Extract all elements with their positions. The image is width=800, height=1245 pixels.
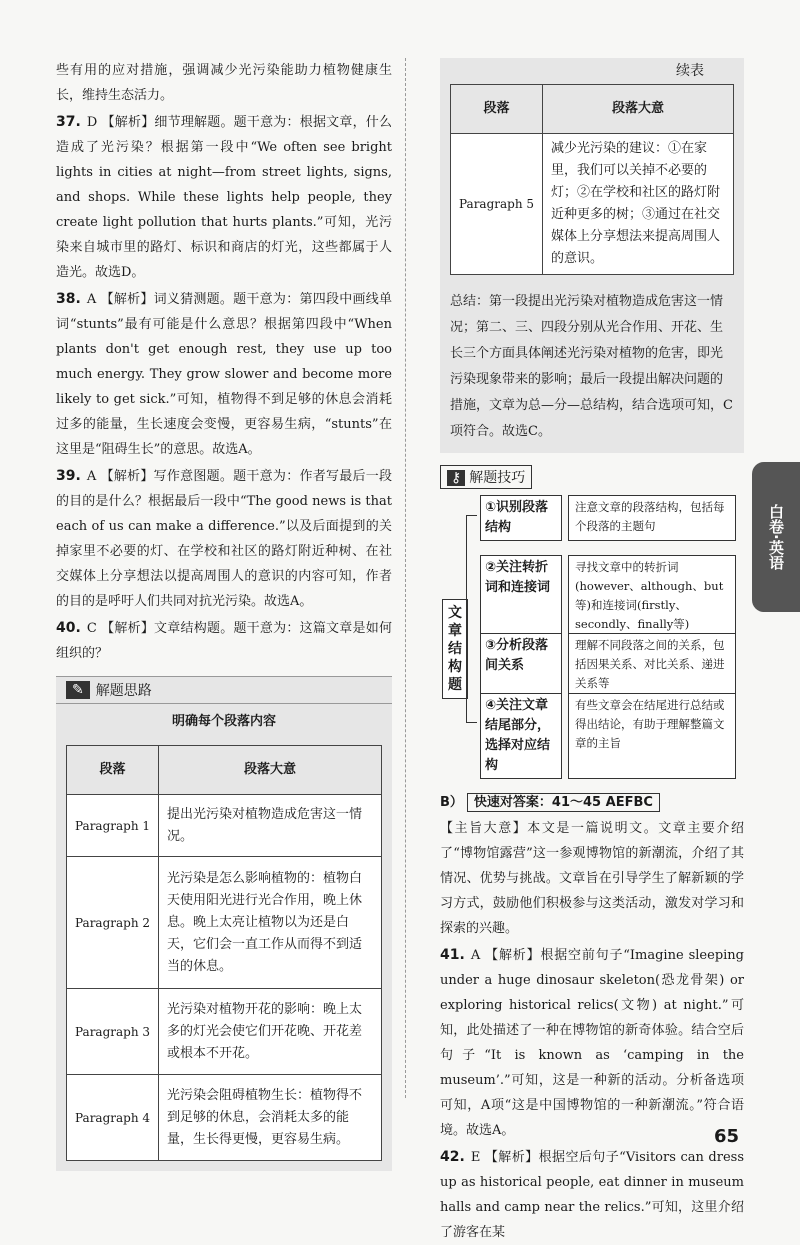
intro-text: 些有用的应对措施，强调减少光污染能助力植物健康生长，维持生态活力。: [56, 63, 392, 103]
summary-text: 总结：第一段提出光污染对植物造成危害这一情况；第二、三、四段分别从光合作用、开花、生长三个方面具体阐述光污染对植物的危害，即光污染现象带来的影响；最后一段提出解决问题的措施，文章为总—分—总结构，结合选项可知，C项符合。故选C。: [440, 285, 744, 453]
answer-41: [440, 943, 744, 1143]
table-header-row: [67, 746, 382, 795]
branch-title: ①识别段落结构: [480, 495, 562, 541]
branch-description: 寻找文章中的转折词(however、although、but等)和连接词(firstly、secondly、finally等): [568, 555, 736, 637]
continued-table-wrapper: [440, 84, 744, 285]
answer-38: [56, 287, 392, 462]
table-title: 明确每个段落内容: [56, 704, 392, 735]
quick-answers-box: 快速对答案：41～45 AEFBC: [467, 793, 660, 812]
question-number: 40.: [56, 620, 81, 636]
mind-map: [440, 495, 744, 775]
header-main-idea: 段落大意: [159, 746, 382, 795]
continued-label: 续表: [440, 58, 744, 84]
answer-text: A 【解析】根据空前句子“Imagine sleeping under a huge dinosaur skeleton(恐龙骨架) or exploring historical relics(文物) at night.”可知，此处描述了一种在博物馆的新奇体验。结合空后句子“It is known as ‘camping in the museum’.”可知，这是一种新的活动。分析备选项可知，A项“这是中国博物馆的一种新潮流。”符合语境。故选A。: [440, 948, 744, 1138]
table-row: [67, 989, 382, 1075]
right-column: [440, 58, 744, 1245]
answer-text: D 【解析】细节理解题。题干意为：根据文章，什么造成了光污染？根据第一段中“We often see bright lights in cities at night—from street lights, signs, and shops. While these lights help people, they create light pollution that hurts plants.”可知，光污染来自城市里的路灯、标识和商店的灯光，这些都属于人造光。故选D。: [56, 115, 392, 280]
branch-title: ③分析段落间关系: [480, 633, 562, 696]
idea-cell: 光污染对植物开花的影响：晚上太多的灯光会使它们开花晚、开花差或根本不开花。: [159, 989, 382, 1075]
key-icon: ⚷: [447, 470, 465, 486]
think-header: [56, 676, 392, 704]
answer-42: [440, 1145, 744, 1245]
technique-title: 解题技巧: [469, 470, 526, 486]
paragraph-cell: Paragraph 2: [67, 857, 159, 989]
pencil-note-icon: ✎: [66, 681, 90, 699]
idea-cell: 光污染是怎么影响植物的：植物白天使用阳光进行光合作用，晚上休息。晚上太亮让植物以为还是白天，它们会一直工作从而得不到适当的休息。: [159, 857, 382, 989]
idea-cell: 光污染会阻碍植物生长：植物得不到足够的休息，会消耗太多的能量，生长得更慢，更容易生病。: [159, 1075, 382, 1161]
think-title: 解题思路: [95, 683, 152, 699]
page-number: 65: [714, 1126, 740, 1147]
header-paragraph: 段落: [67, 746, 159, 795]
header-paragraph: 段落: [451, 85, 543, 134]
question-number: 42.: [440, 1149, 465, 1165]
mind-map-branch: [480, 555, 736, 637]
mind-map-connector: [466, 515, 477, 723]
quick-answers: [440, 791, 744, 810]
question-number: 39.: [56, 468, 81, 484]
table-row: [67, 857, 382, 989]
question-number: 38.: [56, 291, 81, 307]
mind-map-root: 文章结构题: [442, 599, 468, 699]
idea-cell: 提出光污染对植物造成危害这一情况。: [159, 795, 382, 857]
answer-37: [56, 110, 392, 285]
idea-cell: 减少光污染的建议：①在家里，我们可以关掉不必要的灯；②在学校和社区的路灯附近种更多的树；③通过在社交媒体上分享想法来提高周围人的意识。: [543, 134, 734, 275]
answer-40: [56, 616, 392, 666]
main-idea-text: 【主旨大意】本文是一篇说明文。文章主要介绍了“博物馆露营”这一参观博物馆的新潮流，介绍了其情况、优势与挑战。文章旨在引导学生了解新颖的学习方式，鼓励他们积极参与这类活动，激发对学习和探索的兴趣。: [440, 821, 744, 936]
mind-map-branch: [480, 633, 736, 696]
section-label: B）: [440, 795, 463, 810]
branch-title: ④关注文章结尾部分，选择对应结构: [480, 693, 562, 779]
column-divider: [405, 58, 406, 1098]
mind-map-branch: [480, 495, 736, 541]
paragraph-cell: Paragraph 5: [451, 134, 543, 275]
branch-description: 注意文章的段落结构，包括每个段落的主题句: [568, 495, 736, 541]
table-header-row: [451, 85, 734, 134]
table-row: [67, 1075, 382, 1161]
continued-table: [450, 84, 734, 275]
answer-39: [56, 464, 392, 614]
branch-title: ②关注转折词和连接词: [480, 555, 562, 637]
answer-text: A 【解析】写作意图题。题干意为：作者写最后一段的目的是什么？根据最后一段中“The good news is that each of us can make a difference.”以及后面提到的关掉家里不必要的灯、在学校和社区的路灯附近种树、在社交媒体上分享想法以提高周围人的意识的内容可知，作者的目的是呼吁人们共同对抗光污染。故选A。: [56, 469, 392, 609]
technique-header: [440, 465, 532, 489]
subject-side-tab: 白卷·英语: [752, 462, 800, 612]
paragraph-table: [66, 745, 382, 1161]
table-row: [67, 795, 382, 857]
paragraph-table-wrapper: [56, 735, 392, 1171]
table-row: [451, 134, 734, 275]
mind-map-branch: [480, 693, 736, 779]
branch-description: 理解不同段落之间的关系，包括因果关系、对比关系、递进关系等: [568, 633, 736, 696]
left-column: [56, 58, 392, 1171]
question-number: 37.: [56, 114, 81, 130]
paragraph-cell: Paragraph 1: [67, 795, 159, 857]
answer-text: A 【解析】词义猜测题。题干意为：第四段中画线单词“stunts”最有可能是什么意思？根据第四段中“When plants don't get enough rest, they use up too much energy. They grow slower and become more likely to get sick.”可知，植物得不到足够的休息会消耗过多的能量，生长速度会变慢，更容易生病，“stunts”在这里是“阻碍生长”的意思。故选A。: [56, 292, 392, 457]
header-main-idea: 段落大意: [543, 85, 734, 134]
paragraph-cell: Paragraph 3: [67, 989, 159, 1075]
answer-text: C 【解析】文章结构题。题干意为：这篇文章是如何组织的？: [56, 621, 392, 661]
question-number: 41.: [440, 947, 465, 963]
branch-description: 有些文章会在结尾进行总结或得出结论，有助于理解整篇文章的主旨: [568, 693, 736, 779]
answer-text: E 【解析】根据空后句子“Visitors can dress up as historical people, eat dinner in museum halls and camp near the relics.”可知，这里介绍了游客在某: [440, 1150, 744, 1240]
paragraph-cell: Paragraph 4: [67, 1075, 159, 1161]
